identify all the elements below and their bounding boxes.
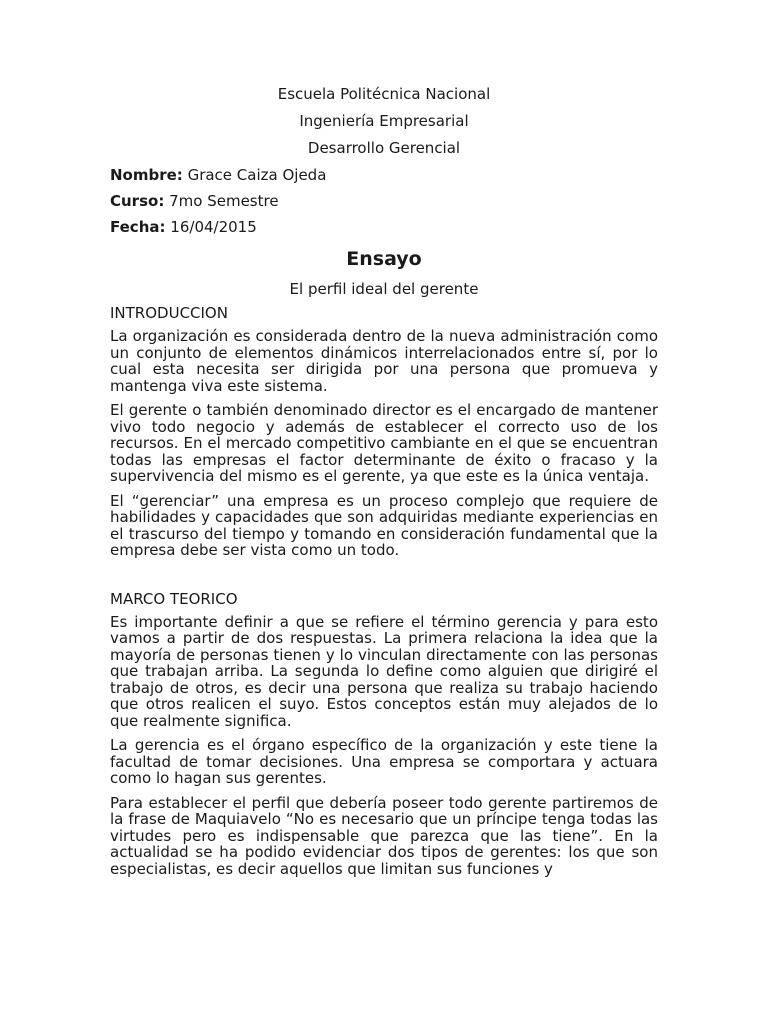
marco-paragraph-2: La gerencia es el órgano específico de la organización y este tiene la facultad de tomar decisiones. Una empresa se comportara y actuara como lo hagan sus gerentes. [110, 736, 658, 787]
course-title: Desarrollo Gerencial [307, 139, 461, 157]
date-label: Fecha: [110, 218, 166, 236]
program-name: Ingeniería Empresarial [299, 112, 469, 130]
name-label: Nombre: [110, 166, 183, 184]
school-name: Escuela Politécnica Nacional [277, 85, 491, 103]
marco-paragraph-1: Es importante definir a que se refiere el término gerencia y para esto vamos a partir de dos respuestas. La primera relaciona la idea que la mayoría de personas tienen y lo vinculan directamente con las personas que trabajan arriba. La segunda lo define como alguien que dirigiré el trabajo de otros, es decir una persona que realiza su trabajo haciendo que otros realicen el suyo. Estos conceptos están muy alejados de lo que realmente significa. [110, 612, 658, 730]
intro-paragraph-3: El “gerenciar” una empresa es un proceso complejo que requiere de habilidades y capacidades que son adquiridas mediante experiencias en el trascurso del tiempo y tomando en consideración fundamental que la empresa debe ser vista como un todo. [110, 491, 658, 559]
essay-subtitle: El perfil ideal del gerente [289, 280, 479, 298]
marco-paragraph-3: Para establecer el perfil que debería poseer todo gerente partiremos de la frase de Maquiavelo “No es necesario que un príncipe tenga todas las virtudes pero es indispensable que parezca que las tiene”. En la actualidad se ha podido evidenciar dos tipos de gerentes: los que son especialistas, es decir aquellos que limitan sus funciones y [110, 793, 658, 878]
marco-heading: MARCO TEORICO [110, 589, 238, 608]
name-field [110, 165, 658, 185]
name-value: Grace Caiza Ojeda [187, 166, 327, 184]
course-label: Curso: [110, 192, 165, 210]
intro-paragraph-2: El gerente o también denominado director es el encargado de mantener vivo todo negocio y además de establecer el correcto uso de los recursos. En el mercado competitivo cambiante en el que se encuentran todas las empresas el factor determinante de éxito o fracaso y la supervivencia del mismo es el gerente, ya que este es la única ventaja. [110, 401, 658, 485]
course-value: 7mo Semestre [169, 192, 279, 210]
essay-title: Ensayo [346, 248, 422, 270]
section-spacer [110, 567, 658, 589]
document-page [110, 84, 658, 885]
date-field [110, 217, 658, 237]
date-value: 16/04/2015 [170, 218, 257, 236]
intro-heading: INTRODUCCION [110, 304, 228, 322]
intro-paragraph-1: La organización es considerada dentro de la nueva administración como un conjunto de elementos dinámicos interrelacionados entre sí, por lo cual esta necesita ser dirigida por una persona que promueva y mantenga viva este sistema. [110, 327, 658, 395]
course-field [110, 191, 658, 211]
